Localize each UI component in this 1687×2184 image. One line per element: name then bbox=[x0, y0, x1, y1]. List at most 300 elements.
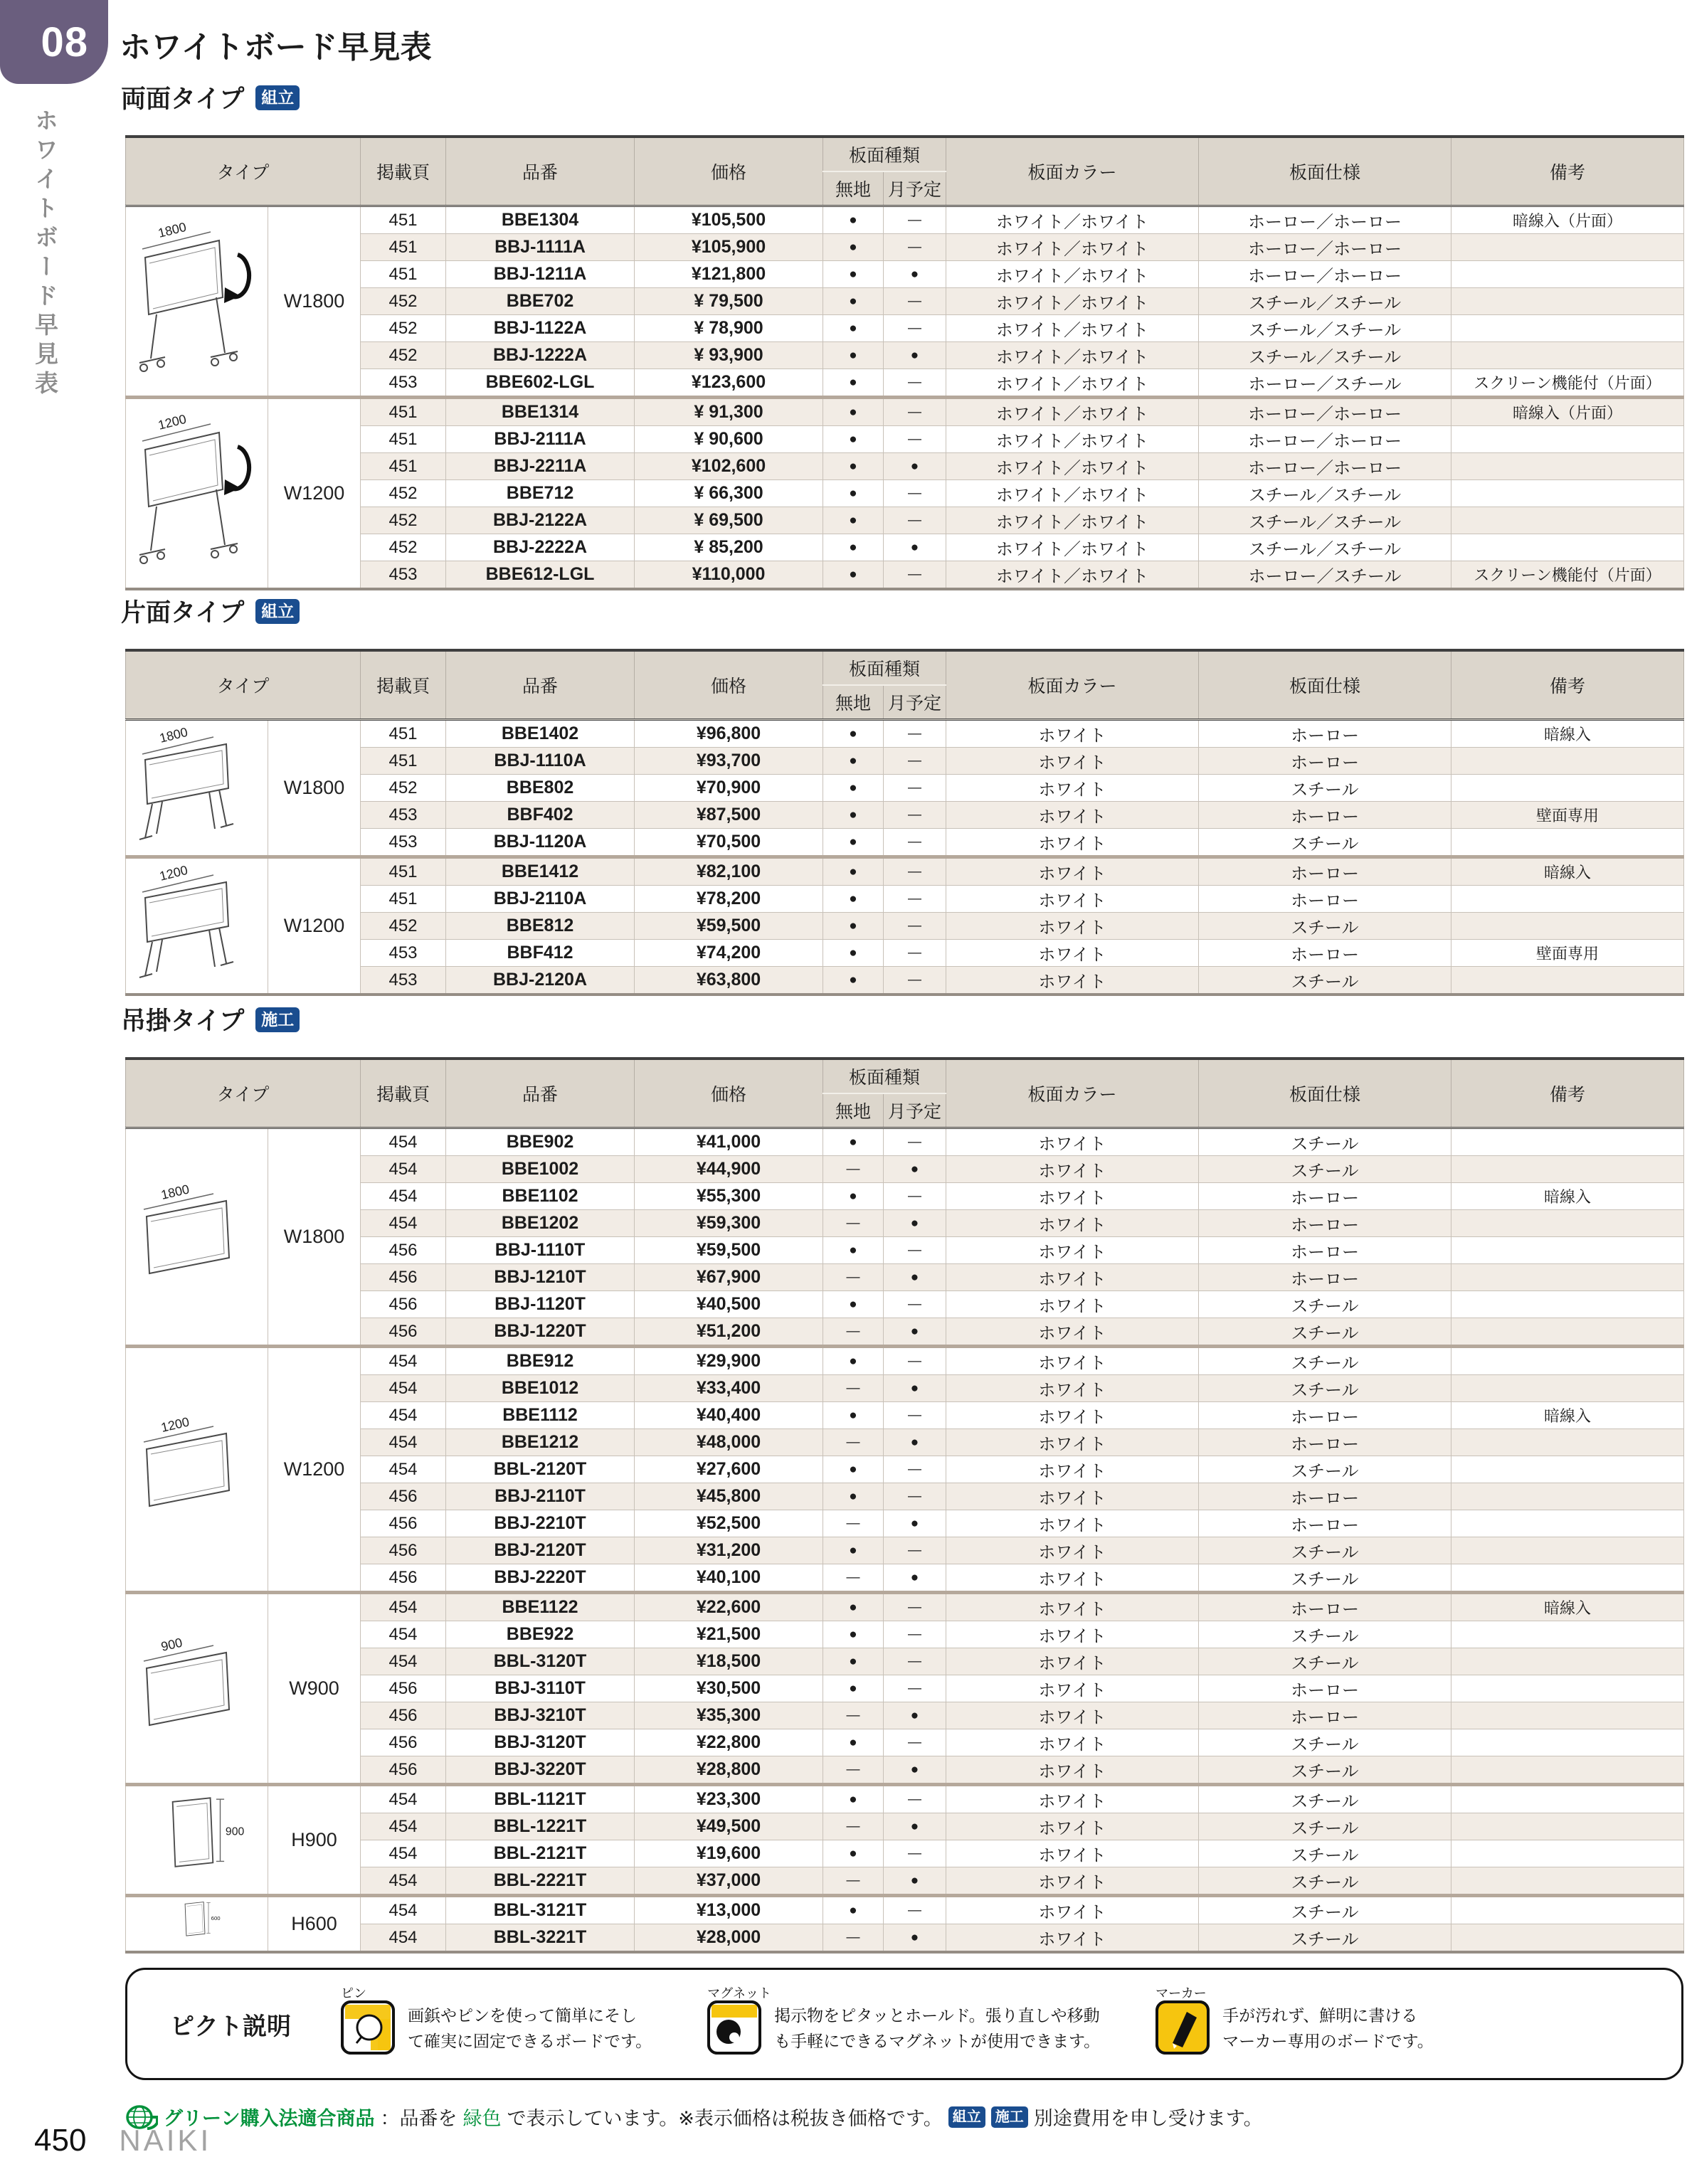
construction-badge: 施工 bbox=[991, 2106, 1028, 2128]
cell-surface-spec: スチール／スチール bbox=[1199, 507, 1451, 534]
cell-remarks bbox=[1451, 913, 1684, 940]
cell-price: ¥30,500 bbox=[635, 1675, 823, 1702]
cell-plain-mark: ● bbox=[823, 480, 884, 507]
pictogram-items bbox=[341, 1986, 1681, 2058]
size-label-cell: W900 bbox=[268, 1593, 361, 1785]
section-title: 両面タイプ bbox=[121, 85, 245, 113]
cell-price: ¥21,500 bbox=[635, 1621, 823, 1648]
cell-surface-spec: ホーロー bbox=[1199, 1702, 1451, 1729]
cell-monthly-mark: ● bbox=[884, 1210, 946, 1237]
cell-plain-mark: — bbox=[823, 1924, 884, 1953]
cell-plain-mark: ● bbox=[823, 967, 884, 995]
page-number: 450 bbox=[34, 2123, 87, 2158]
cell-monthly-mark: ● bbox=[884, 534, 946, 561]
cell-page-ref: 451 bbox=[361, 453, 446, 480]
cell-price: ¥70,900 bbox=[635, 775, 823, 802]
pictogram-description: 画鋲やピンを使って簡単にそし て確実に固定できるボードです。 bbox=[408, 2006, 652, 2050]
cell-monthly-mark: — bbox=[884, 748, 946, 775]
col-plain: 無地 bbox=[823, 1093, 884, 1128]
cell-page-ref: 452 bbox=[361, 913, 446, 940]
cell-page-ref: 452 bbox=[361, 507, 446, 534]
cell-monthly-mark: — bbox=[884, 480, 946, 507]
cell-monthly-mark: — bbox=[884, 1648, 946, 1675]
cell-monthly-mark: ● bbox=[884, 1264, 946, 1291]
pictogram-legend bbox=[125, 1968, 1683, 2080]
cell-monthly-mark: ● bbox=[884, 1813, 946, 1840]
cell-plain-mark: — bbox=[823, 1510, 884, 1537]
cell-surface-color: ホワイト bbox=[946, 1183, 1199, 1210]
cell-surface-spec: ホーロー／ホーロー bbox=[1199, 398, 1451, 426]
hanging-board-portrait-icon bbox=[144, 1791, 250, 1884]
cell-product-no: BBJ-2110T bbox=[446, 1483, 635, 1510]
col-price: 価格 bbox=[635, 1059, 823, 1128]
cell-monthly-mark: — bbox=[884, 398, 946, 426]
cell-surface-spec: ホーロー bbox=[1199, 720, 1451, 748]
cell-plain-mark: — bbox=[823, 1156, 884, 1183]
cell-surface-spec: スチール／スチール bbox=[1199, 288, 1451, 315]
cell-surface-color: ホワイト bbox=[946, 748, 1199, 775]
cell-price: ¥ 85,200 bbox=[635, 534, 823, 561]
cell-plain-mark: ● bbox=[823, 561, 884, 590]
col-surface-color: 板面カラー bbox=[946, 137, 1199, 206]
col-product-no: 品番 bbox=[446, 650, 635, 720]
cell-monthly-mark: ● bbox=[884, 1867, 946, 1896]
cell-product-no: BBE1102 bbox=[446, 1183, 635, 1210]
cell-remarks bbox=[1451, 1924, 1684, 1953]
cell-product-no: BBJ-2120A bbox=[446, 967, 635, 995]
cell-plain-mark: ● bbox=[823, 1896, 884, 1924]
cell-remarks bbox=[1451, 1237, 1684, 1264]
cell-plain-mark: ● bbox=[823, 1402, 884, 1429]
cell-price: ¥40,400 bbox=[635, 1402, 823, 1429]
hanging-board-icon bbox=[134, 1634, 260, 1738]
cell-remarks bbox=[1451, 480, 1684, 507]
cell-surface-color: ホワイト bbox=[946, 967, 1199, 995]
size-label-cell: W1200 bbox=[268, 857, 361, 995]
size-label-cell: H900 bbox=[268, 1785, 361, 1896]
cell-remarks: 暗線入 bbox=[1451, 1593, 1684, 1621]
cell-surface-spec: スチール bbox=[1199, 967, 1451, 995]
product-row bbox=[126, 1128, 1684, 1156]
cell-price: ¥67,900 bbox=[635, 1264, 823, 1291]
cell-page-ref: 454 bbox=[361, 1402, 446, 1429]
cell-remarks: スクリーン機能付（片面） bbox=[1451, 369, 1684, 398]
type-illustration-cell bbox=[126, 1785, 268, 1896]
cell-product-no: BBJ-2210T bbox=[446, 1510, 635, 1537]
cell-monthly-mark: ● bbox=[884, 1429, 946, 1456]
cell-page-ref: 454 bbox=[361, 1128, 446, 1156]
cell-monthly-mark: ● bbox=[884, 261, 946, 288]
cell-surface-spec: ホーロー bbox=[1199, 1593, 1451, 1621]
cell-page-ref: 456 bbox=[361, 1675, 446, 1702]
cell-page-ref: 456 bbox=[361, 1537, 446, 1564]
table-header bbox=[126, 1059, 1684, 1128]
col-plain: 無地 bbox=[823, 685, 884, 720]
cell-remarks bbox=[1451, 1128, 1684, 1156]
cell-surface-color: ホワイト bbox=[946, 829, 1199, 857]
cell-surface-spec: スチール bbox=[1199, 1375, 1451, 1402]
cell-page-ref: 452 bbox=[361, 288, 446, 315]
cell-monthly-mark: — bbox=[884, 234, 946, 261]
col-surface-kind: 板面種類 bbox=[823, 137, 946, 171]
cell-plain-mark: ● bbox=[823, 802, 884, 829]
cell-price: ¥ 66,300 bbox=[635, 480, 823, 507]
double-sided-board-icon bbox=[134, 218, 260, 380]
cell-monthly-mark: ● bbox=[884, 342, 946, 369]
cell-surface-color: ホワイト／ホワイト bbox=[946, 315, 1199, 342]
cell-monthly-mark: — bbox=[884, 561, 946, 590]
cell-surface-color: ホワイト／ホワイト bbox=[946, 369, 1199, 398]
cell-surface-color: ホワイト bbox=[946, 1867, 1199, 1896]
cell-remarks bbox=[1451, 342, 1684, 369]
spec-table-double-sided bbox=[125, 135, 1684, 590]
col-page: 掲載頁 bbox=[361, 137, 446, 206]
cell-price: ¥78,200 bbox=[635, 886, 823, 913]
svg-text:1200: 1200 bbox=[157, 864, 189, 884]
cell-price: ¥28,800 bbox=[635, 1756, 823, 1785]
cell-plain-mark: ● bbox=[823, 288, 884, 315]
cell-page-ref: 453 bbox=[361, 940, 446, 967]
spec-table-single-sided bbox=[125, 649, 1684, 996]
cell-surface-spec: ホーロー／ホーロー bbox=[1199, 234, 1451, 261]
cell-price: ¥37,000 bbox=[635, 1867, 823, 1896]
cell-remarks bbox=[1451, 1429, 1684, 1456]
cell-surface-spec: ホーロー bbox=[1199, 1402, 1451, 1429]
cell-plain-mark: ● bbox=[823, 1785, 884, 1813]
cell-plain-mark: ● bbox=[823, 1347, 884, 1375]
cell-price: ¥48,000 bbox=[635, 1429, 823, 1456]
cell-surface-color: ホワイト／ホワイト bbox=[946, 398, 1199, 426]
svg-text:900: 900 bbox=[159, 1635, 184, 1654]
cell-monthly-mark: — bbox=[884, 1675, 946, 1702]
cell-product-no: BBL-3121T bbox=[446, 1896, 635, 1924]
cell-monthly-mark: ● bbox=[884, 1564, 946, 1593]
table-body bbox=[126, 720, 1684, 995]
cell-plain-mark: ● bbox=[823, 1456, 884, 1483]
cell-plain-mark: ● bbox=[823, 261, 884, 288]
single-sided-board-icon bbox=[134, 726, 260, 845]
construction-badge: 施工 bbox=[255, 1007, 300, 1032]
cell-page-ref: 454 bbox=[361, 1347, 446, 1375]
pictogram-description: 掲示物をピタッとホールド。張り直しや移動 も手軽にできるマグネットが使用できます。 bbox=[774, 2006, 1101, 2050]
cell-surface-color: ホワイト bbox=[946, 1785, 1199, 1813]
cell-price: ¥ 91,300 bbox=[635, 398, 823, 426]
cell-monthly-mark: — bbox=[884, 829, 946, 857]
cell-page-ref: 454 bbox=[361, 1593, 446, 1621]
cell-price: ¥110,000 bbox=[635, 561, 823, 590]
cell-monthly-mark: — bbox=[884, 1621, 946, 1648]
cell-plain-mark: — bbox=[823, 1756, 884, 1785]
cell-product-no: BBE922 bbox=[446, 1621, 635, 1648]
cell-surface-spec: スチール／スチール bbox=[1199, 315, 1451, 342]
cell-product-no: BBJ-1111A bbox=[446, 234, 635, 261]
cell-plain-mark: ● bbox=[823, 886, 884, 913]
cell-product-no: BBE602-LGL bbox=[446, 369, 635, 398]
cell-surface-spec: スチール bbox=[1199, 1785, 1451, 1813]
magnet-icon bbox=[707, 2000, 761, 2055]
cell-plain-mark: ● bbox=[823, 507, 884, 534]
cell-remarks bbox=[1451, 1456, 1684, 1483]
cell-price: ¥23,300 bbox=[635, 1785, 823, 1813]
cell-plain-mark: ● bbox=[823, 748, 884, 775]
cell-plain-mark: ● bbox=[823, 1237, 884, 1264]
cell-surface-color: ホワイト bbox=[946, 1896, 1199, 1924]
cell-monthly-mark: — bbox=[884, 720, 946, 748]
size-label-cell: W1800 bbox=[268, 720, 361, 857]
cell-monthly-mark: — bbox=[884, 1456, 946, 1483]
cell-surface-spec: ホーロー bbox=[1199, 1483, 1451, 1510]
cell-remarks bbox=[1451, 1867, 1684, 1896]
hanging-board-portrait-icon bbox=[144, 1899, 250, 1944]
cell-surface-color: ホワイト／ホワイト bbox=[946, 561, 1199, 590]
cell-price: ¥33,400 bbox=[635, 1375, 823, 1402]
cell-price: ¥29,900 bbox=[635, 1347, 823, 1375]
cell-surface-color: ホワイト bbox=[946, 1564, 1199, 1593]
col-type: タイプ bbox=[126, 650, 361, 720]
pictogram-icon-wrap bbox=[341, 2000, 395, 2058]
svg-text:1800: 1800 bbox=[157, 726, 189, 746]
cell-price: ¥105,500 bbox=[635, 206, 823, 234]
cell-surface-color: ホワイト／ホワイト bbox=[946, 480, 1199, 507]
cell-plain-mark: ● bbox=[823, 857, 884, 886]
cell-remarks bbox=[1451, 1291, 1684, 1318]
cell-product-no: BBJ-1120A bbox=[446, 829, 635, 857]
cell-page-ref: 451 bbox=[361, 261, 446, 288]
cell-surface-spec: スチール／スチール bbox=[1199, 480, 1451, 507]
cell-product-no: BBJ-2211A bbox=[446, 453, 635, 480]
page-title: ホワイトボード早見表 bbox=[120, 30, 432, 65]
cell-page-ref: 453 bbox=[361, 561, 446, 590]
cell-remarks bbox=[1451, 1264, 1684, 1291]
marker-icon bbox=[1155, 2000, 1210, 2055]
cell-monthly-mark: ● bbox=[884, 453, 946, 480]
cell-monthly-mark: — bbox=[884, 1785, 946, 1813]
cell-monthly-mark: — bbox=[884, 775, 946, 802]
cell-price: ¥13,000 bbox=[635, 1896, 823, 1924]
cell-monthly-mark: — bbox=[884, 1128, 946, 1156]
cell-product-no: BBL-1221T bbox=[446, 1813, 635, 1840]
cell-product-no: BBE812 bbox=[446, 913, 635, 940]
cell-remarks bbox=[1451, 1840, 1684, 1867]
cell-monthly-mark: — bbox=[884, 426, 946, 453]
cell-page-ref: 454 bbox=[361, 1429, 446, 1456]
cell-product-no: BBJ-1110A bbox=[446, 748, 635, 775]
cell-monthly-mark: — bbox=[884, 1402, 946, 1429]
cell-product-no: BBE612-LGL bbox=[446, 561, 635, 590]
green-word: 緑色 bbox=[462, 2108, 502, 2129]
cell-remarks bbox=[1451, 234, 1684, 261]
pictogram-icon-wrap bbox=[707, 2000, 761, 2058]
cell-page-ref: 451 bbox=[361, 886, 446, 913]
pictogram-item bbox=[341, 1986, 652, 2058]
cell-page-ref: 453 bbox=[361, 829, 446, 857]
size-label-cell: W1800 bbox=[268, 206, 361, 398]
cell-plain-mark: ● bbox=[823, 1648, 884, 1675]
assembly-badge: 組立 bbox=[948, 2106, 985, 2128]
cell-surface-spec: ホーロー／スチール bbox=[1199, 369, 1451, 398]
cell-surface-color: ホワイト bbox=[946, 1347, 1199, 1375]
cell-remarks: 暗線入（片面） bbox=[1451, 206, 1684, 234]
cell-remarks: 暗線入（片面） bbox=[1451, 398, 1684, 426]
cell-price: ¥19,600 bbox=[635, 1840, 823, 1867]
cell-product-no: BBE802 bbox=[446, 775, 635, 802]
cell-surface-color: ホワイト bbox=[946, 1402, 1199, 1429]
cell-surface-spec: スチール bbox=[1199, 1291, 1451, 1318]
cell-plain-mark: ● bbox=[823, 1128, 884, 1156]
cell-surface-spec: スチール bbox=[1199, 913, 1451, 940]
cell-surface-spec: ホーロー bbox=[1199, 940, 1451, 967]
cell-remarks bbox=[1451, 1318, 1684, 1347]
cell-page-ref: 454 bbox=[361, 1867, 446, 1896]
cell-price: ¥59,300 bbox=[635, 1210, 823, 1237]
cell-plain-mark: — bbox=[823, 1813, 884, 1840]
cell-plain-mark: — bbox=[823, 1264, 884, 1291]
col-product-no: 品番 bbox=[446, 137, 635, 206]
cell-remarks bbox=[1451, 1702, 1684, 1729]
cell-surface-color: ホワイト bbox=[946, 1510, 1199, 1537]
cell-surface-color: ホワイト／ホワイト bbox=[946, 507, 1199, 534]
cell-price: ¥18,500 bbox=[635, 1648, 823, 1675]
cell-price: ¥41,000 bbox=[635, 1128, 823, 1156]
cell-surface-color: ホワイト／ホワイト bbox=[946, 288, 1199, 315]
cell-product-no: BBJ-1110T bbox=[446, 1237, 635, 1264]
cell-surface-spec: スチール bbox=[1199, 1537, 1451, 1564]
cell-product-no: BBJ-2111A bbox=[446, 426, 635, 453]
cell-product-no: BBL-3221T bbox=[446, 1924, 635, 1953]
cell-remarks bbox=[1451, 1675, 1684, 1702]
cell-product-no: BBE1112 bbox=[446, 1402, 635, 1429]
page-footer bbox=[34, 2123, 211, 2158]
cell-remarks bbox=[1451, 453, 1684, 480]
cell-monthly-mark: — bbox=[884, 1593, 946, 1621]
cell-surface-color: ホワイト bbox=[946, 1264, 1199, 1291]
spec-table-hanging bbox=[125, 1057, 1684, 1954]
cell-remarks: 暗線入 bbox=[1451, 720, 1684, 748]
cell-page-ref: 454 bbox=[361, 1156, 446, 1183]
col-monthly: 月予定 bbox=[884, 1093, 946, 1128]
cell-product-no: BBJ-2120T bbox=[446, 1537, 635, 1564]
cell-plain-mark: ● bbox=[823, 1291, 884, 1318]
cell-plain-mark: ● bbox=[823, 940, 884, 967]
col-surface-spec: 板面仕様 bbox=[1199, 1059, 1451, 1128]
cell-product-no: BBJ-2222A bbox=[446, 534, 635, 561]
col-page: 掲載頁 bbox=[361, 1059, 446, 1128]
cell-price: ¥82,100 bbox=[635, 857, 823, 886]
cell-page-ref: 456 bbox=[361, 1510, 446, 1537]
cell-surface-spec: ホーロー／ホーロー bbox=[1199, 453, 1451, 480]
cell-price: ¥ 93,900 bbox=[635, 342, 823, 369]
type-illustration-cell bbox=[126, 1593, 268, 1785]
product-row bbox=[126, 720, 1684, 748]
cell-surface-color: ホワイト bbox=[946, 720, 1199, 748]
col-surface-color: 板面カラー bbox=[946, 1059, 1199, 1128]
cell-remarks bbox=[1451, 1347, 1684, 1375]
cell-product-no: BBF412 bbox=[446, 940, 635, 967]
cell-monthly-mark: — bbox=[884, 967, 946, 995]
cell-remarks bbox=[1451, 1375, 1684, 1402]
footer-text-1: ：品番を bbox=[380, 2108, 458, 2129]
cell-plain-mark: — bbox=[823, 1867, 884, 1896]
cell-page-ref: 456 bbox=[361, 1483, 446, 1510]
cell-monthly-mark: — bbox=[884, 913, 946, 940]
cell-product-no: BBE1002 bbox=[446, 1156, 635, 1183]
single-sided-board-icon bbox=[134, 864, 260, 983]
cell-surface-spec: スチール bbox=[1199, 775, 1451, 802]
cell-product-no: BBJ-1220T bbox=[446, 1318, 635, 1347]
cell-surface-spec: ホーロー／ホーロー bbox=[1199, 261, 1451, 288]
col-price: 価格 bbox=[635, 137, 823, 206]
cell-surface-color: ホワイト bbox=[946, 913, 1199, 940]
double-sided-board-icon bbox=[134, 410, 260, 572]
cell-page-ref: 454 bbox=[361, 1375, 446, 1402]
cell-price: ¥35,300 bbox=[635, 1702, 823, 1729]
type-illustration-cell bbox=[126, 720, 268, 857]
cell-surface-spec: スチール bbox=[1199, 1156, 1451, 1183]
cell-price: ¥27,600 bbox=[635, 1456, 823, 1483]
cell-page-ref: 456 bbox=[361, 1756, 446, 1785]
cell-remarks bbox=[1451, 1621, 1684, 1648]
cell-product-no: BBJ-2122A bbox=[446, 507, 635, 534]
cell-monthly-mark: — bbox=[884, 315, 946, 342]
cell-plain-mark: ● bbox=[823, 234, 884, 261]
sidebar-vertical-label: ホワイトボード早見表 bbox=[32, 108, 58, 400]
cell-page-ref: 454 bbox=[361, 1813, 446, 1840]
col-monthly: 月予定 bbox=[884, 685, 946, 720]
cell-product-no: BBJ-1122A bbox=[446, 315, 635, 342]
cell-plain-mark: — bbox=[823, 1375, 884, 1402]
cell-page-ref: 452 bbox=[361, 775, 446, 802]
chapter-number-badge bbox=[0, 0, 108, 84]
cell-surface-spec: ホーロー bbox=[1199, 1675, 1451, 1702]
cell-surface-spec: スチール bbox=[1199, 1648, 1451, 1675]
cell-surface-spec: ホーロー／スチール bbox=[1199, 561, 1451, 590]
pictogram-label: マーカー bbox=[1155, 1986, 1207, 2000]
size-label-cell: W1200 bbox=[268, 398, 361, 590]
cell-product-no: BBJ-3120T bbox=[446, 1729, 635, 1756]
cell-product-no: BBL-2121T bbox=[446, 1840, 635, 1867]
product-row bbox=[126, 398, 1684, 426]
cell-surface-spec: ホーロー／ホーロー bbox=[1199, 206, 1451, 234]
cell-product-no: BBJ-1211A bbox=[446, 261, 635, 288]
cell-surface-spec: ホーロー bbox=[1199, 748, 1451, 775]
cell-monthly-mark: — bbox=[884, 1291, 946, 1318]
cell-plain-mark: — bbox=[823, 1702, 884, 1729]
pictogram-item bbox=[1155, 1986, 1434, 2058]
col-remarks: 備考 bbox=[1451, 137, 1684, 206]
cell-price: ¥45,800 bbox=[635, 1483, 823, 1510]
cell-surface-color: ホワイト／ホワイト bbox=[946, 234, 1199, 261]
cell-monthly-mark: ● bbox=[884, 1702, 946, 1729]
cell-surface-color: ホワイト／ホワイト bbox=[946, 534, 1199, 561]
cell-monthly-mark: ● bbox=[884, 1756, 946, 1785]
cell-price: ¥121,800 bbox=[635, 261, 823, 288]
cell-page-ref: 456 bbox=[361, 1318, 446, 1347]
cell-page-ref: 451 bbox=[361, 206, 446, 234]
cell-surface-spec: スチール bbox=[1199, 1456, 1451, 1483]
cell-price: ¥ 78,900 bbox=[635, 315, 823, 342]
cell-product-no: BBL-1121T bbox=[446, 1785, 635, 1813]
cell-plain-mark: — bbox=[823, 1564, 884, 1593]
col-remarks: 備考 bbox=[1451, 650, 1684, 720]
cell-price: ¥87,500 bbox=[635, 802, 823, 829]
cell-surface-color: ホワイト bbox=[946, 1156, 1199, 1183]
cell-monthly-mark: — bbox=[884, 1183, 946, 1210]
cell-product-no: BBE912 bbox=[446, 1347, 635, 1375]
cell-surface-color: ホワイト bbox=[946, 1210, 1199, 1237]
product-row bbox=[126, 857, 1684, 886]
cell-remarks bbox=[1451, 288, 1684, 315]
cell-product-no: BBF402 bbox=[446, 802, 635, 829]
